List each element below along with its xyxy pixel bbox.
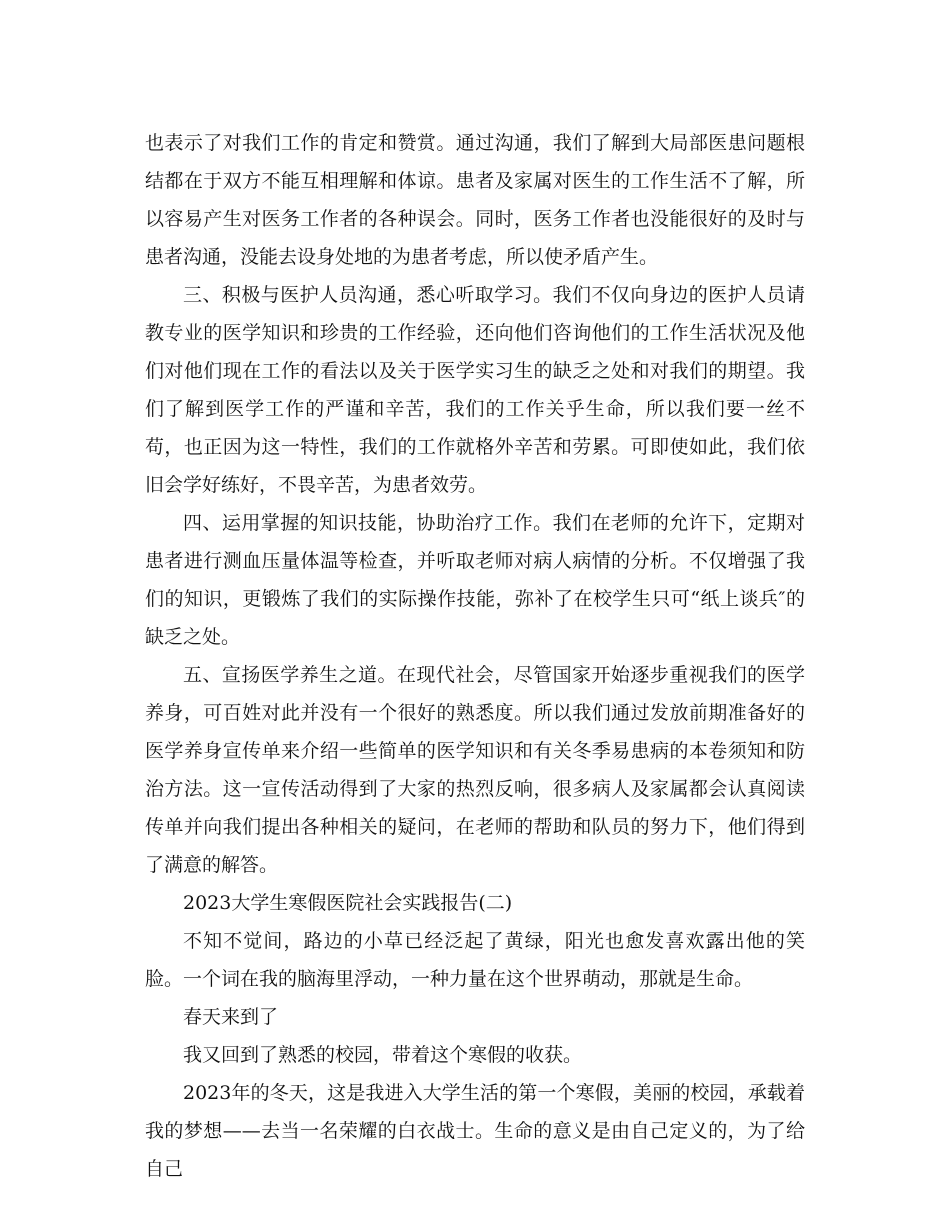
paragraph-back-to-campus: 我又回到了熟悉的校园，带着这个寒假的收获。 bbox=[183, 1044, 583, 1066]
paragraph-winter-2023: 2023年的冬天，这是我进入大学生活的第一个寒假，美丽的校园，承载着我的梦想——去当一名荣耀的白衣战士。生命的意义是由自己定义的，为了给自己 bbox=[145, 1082, 805, 1180]
document-body bbox=[145, 124, 805, 1188]
report-title-part-two: 2023大学生寒假医院社会实践报告(二) bbox=[183, 892, 513, 914]
paragraph-spring-arrived: 春天来到了 bbox=[183, 1006, 279, 1028]
paragraph-doctor-patient-communication: 也表示了对我们工作的肯定和赞赏。通过沟通，我们了解到大局部医患问题根结都在于双方不能互相理解和体谅。患者及家属对医生的工作生活不了解，所以容易产生对医务工作者的各种误会。同时，医务工作者也没能很好的及时与患者沟通，没能去设身处地的为患者考虑，所以使矛盾产生。 bbox=[145, 132, 805, 268]
paragraph-section-four: 四、运用掌握的知识技能，协助治疗工作。我们在老师的允许下，定期对患者进行测血压量体温等检查，并听取老师对病人病情的分析。不仅增强了我们的知识，更锻炼了我们的实际操作技能，弥补了在校学生只可“纸上谈兵″的缺乏之处。 bbox=[145, 512, 805, 648]
paragraph-section-five: 五、宣扬医学养生之道。在现代社会，尽管国家开始逐步重视我们的医学养身，可百姓对此并没有一个很好的熟悉度。所以我们通过发放前期准备好的医学养身宣传单来介绍一些简单的医学知识和有关冬季易患病的本卷须知和防治方法。这一宣传活动得到了大家的热烈反响，很多病人及家属都会认真阅读传单并向我们提出各种相关的疑问，在老师的帮助和队员的努力下，他们得到了满意的解答。 bbox=[145, 664, 805, 876]
paragraph-section-three: 三、积极与医护人员沟通，悉心听取学习。我们不仅向身边的医护人员请教专业的医学知识和珍贵的工作经验，还向他们咨询他们的工作生活状况及他们对他们现在工作的看法以及关于医学实习生的缺乏之处和对我们的期望。我们了解到医学工作的严谨和辛苦，我们的工作关乎生命，所以我们要一丝不苟，也正因为这一特性，我们的工作就格外辛苦和劳累。可即使如此，我们依旧会学好练好，不畏辛苦，为患者效劳。 bbox=[145, 284, 805, 496]
paragraph-spring-intro: 不知不觉间，路边的小草已经泛起了黄绿，阳光也愈发喜欢露出他的笑脸。一个词在我的脑海里浮动，一种力量在这个世界萌动，那就是生命。 bbox=[145, 930, 805, 990]
